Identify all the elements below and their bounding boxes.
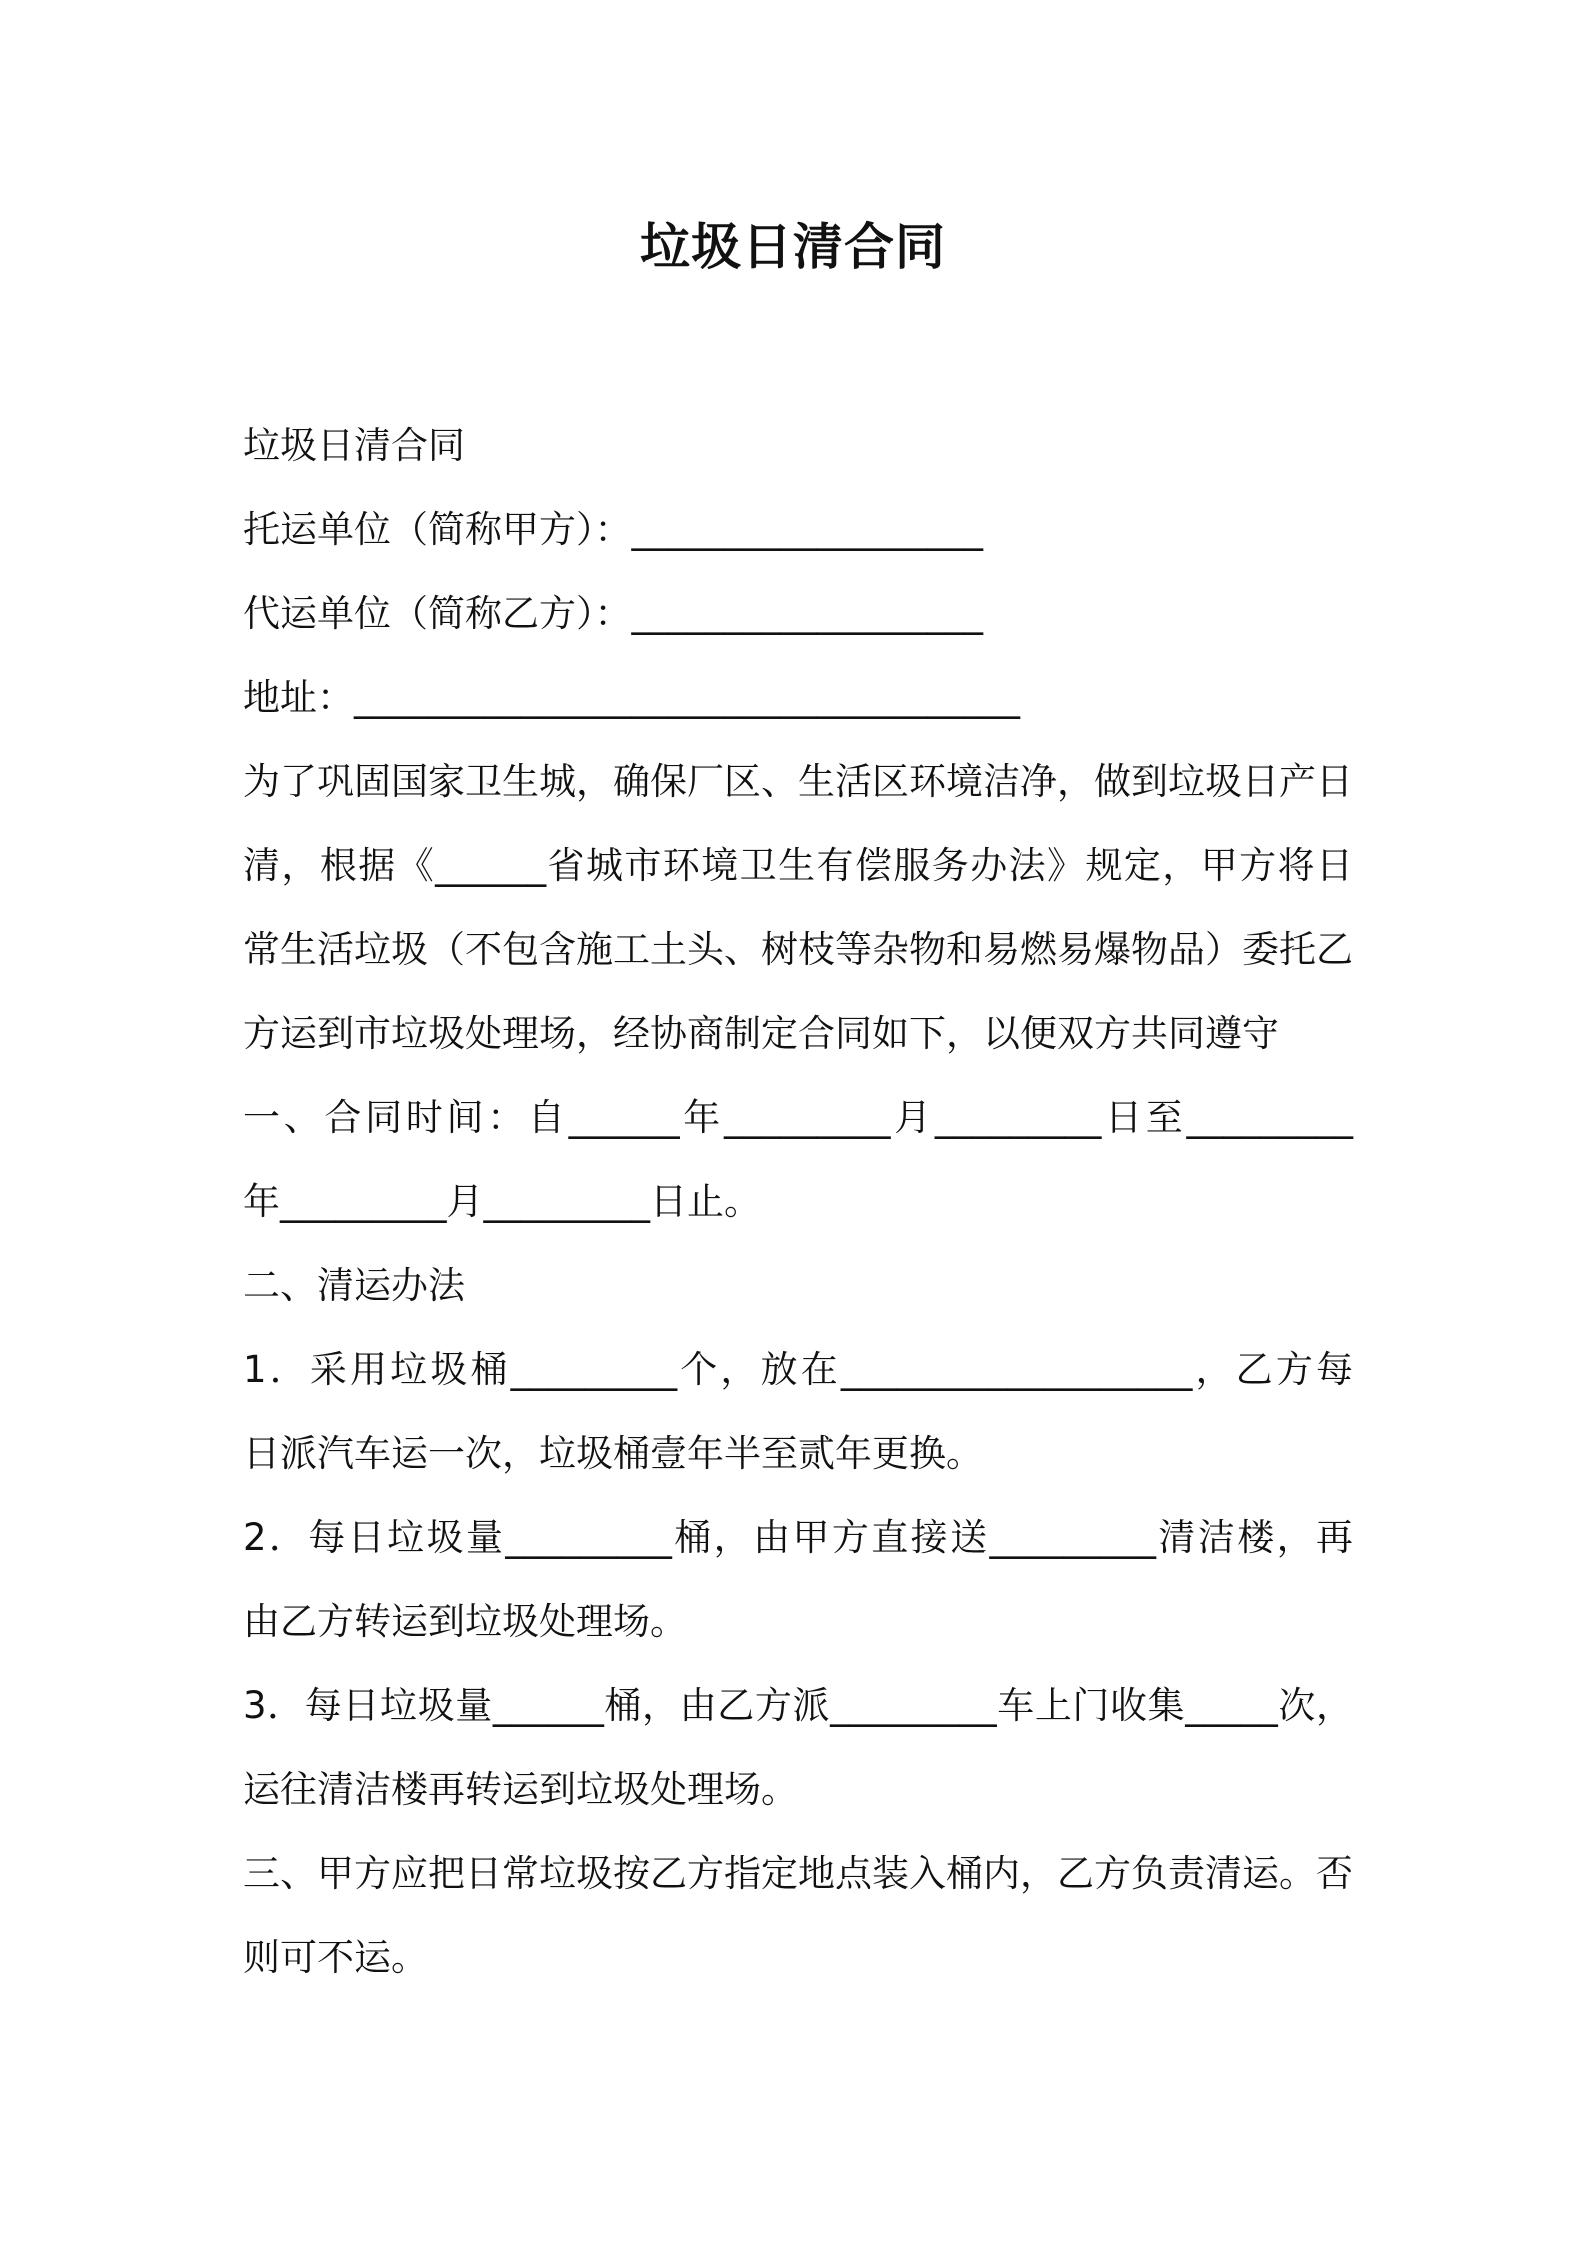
document-body — [243, 404, 1353, 2000]
clause-3-line-2: 运往清洁楼再转运到垃圾处理场。 — [243, 1768, 798, 1811]
section-2-heading: 二、清运办法 — [243, 1264, 465, 1307]
clause-1-line-1: 1．采用垃圾桶_________个，放在___________________，乙方每 — [243, 1348, 1353, 1391]
intro-paragraph-line-4: 方运到市垃圾处理场，经协商制定合同如下，以便双方共同遵守 — [243, 1012, 1279, 1055]
clause-3-line-1: 3．每日垃圾量______桶，由乙方派_________车上门收集_____次， — [243, 1684, 1353, 1727]
clause-1-line-2: 日派汽车运一次，垃圾桶壹年半至贰年更换。 — [243, 1432, 983, 1475]
document-title: 垃圾日清合同 — [640, 218, 946, 276]
section-3-line-1: 三、甲方应把日常垃圾按乙方指定地点装入桶内，乙方负责清运。否 — [243, 1852, 1353, 1895]
clause-2-line-2: 由乙方转运到垃圾处理场。 — [243, 1600, 687, 1643]
intro-paragraph-line-3: 常生活垃圾（不包含施工土头、树枝等杂物和易燃易爆物品）委托乙 — [243, 928, 1353, 971]
address-field-line: 地址：____________________________________ — [243, 676, 1020, 719]
party-a-field-line: 托运单位（简称甲方）：___________________ — [243, 508, 983, 551]
body-heading-line: 垃圾日清合同 — [243, 424, 465, 467]
contract-period-line-1: 一、合同时间：自______年_________月_________日至_________ — [243, 1096, 1353, 1139]
section-3-line-2: 则可不运。 — [243, 1936, 428, 1979]
intro-paragraph-line-1: 为了巩固国家卫生城，确保厂区、生活区环境洁净，做到垃圾日产日 — [243, 760, 1353, 803]
contract-period-line-2: 年_________月_________日止。 — [243, 1180, 761, 1223]
clause-2-line-1: 2．每日垃圾量_________桶，由甲方直接送_________清洁楼，再 — [243, 1516, 1353, 1559]
intro-paragraph-line-2: 清，根据《______省城市环境卫生有偿服务办法》规定，甲方将日 — [243, 844, 1353, 887]
party-b-field-line: 代运单位（简称乙方）：___________________ — [243, 592, 983, 635]
